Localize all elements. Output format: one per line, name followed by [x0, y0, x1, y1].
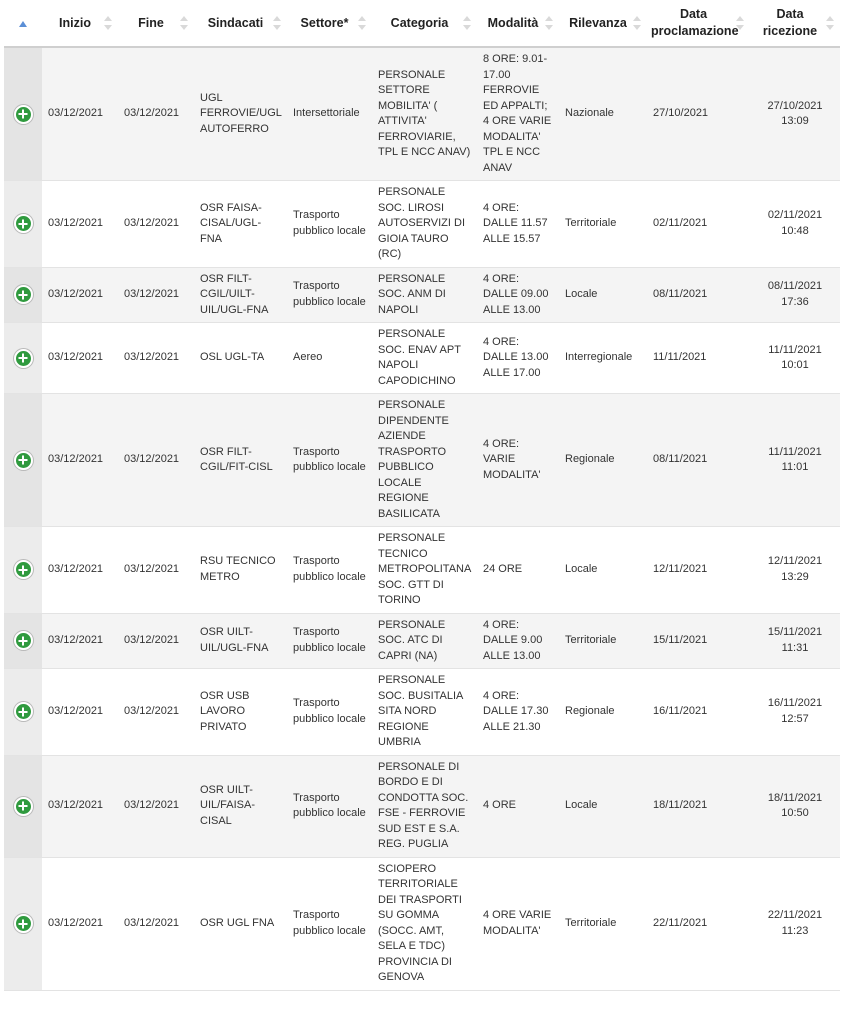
cell-sindacati: OSR UILT-UIL/FAISA-CISAL	[194, 755, 287, 857]
expand-row-icon[interactable]	[14, 349, 33, 368]
col-header-fine[interactable]: Fine	[118, 0, 194, 47]
cell-inizio: 03/12/2021	[42, 755, 118, 857]
cell-modalita: 4 ORE: DALLE 9.00 ALLE 13.00	[477, 613, 559, 669]
cell-fine: 03/12/2021	[118, 755, 194, 857]
row-expand-cell	[4, 323, 42, 394]
cell-settore: Trasporto pubblico locale	[287, 394, 372, 527]
expand-row-icon[interactable]	[14, 631, 33, 650]
cell-data-proclamazione: 02/11/2021	[647, 181, 750, 268]
expand-row-icon[interactable]	[14, 105, 33, 124]
cell-modalita: 8 ORE: 9.01-17.00 FERROVIE ED APPALTI; 4 ORE VARIE MODALITA' TPL E NCC ANAV	[477, 47, 559, 181]
cell-fine: 03/12/2021	[118, 669, 194, 756]
cell-inizio: 03/12/2021	[42, 857, 118, 990]
cell-modalita: 4 ORE VARIE MODALITA'	[477, 857, 559, 990]
expand-row-icon[interactable]	[14, 702, 33, 721]
table-row	[4, 755, 840, 857]
cell-inizio: 03/12/2021	[42, 323, 118, 394]
cell-settore: Intersettoriale	[287, 47, 372, 181]
cell-rilevanza: Territoriale	[559, 181, 647, 268]
table-header-row	[4, 0, 840, 47]
cell-fine: 03/12/2021	[118, 857, 194, 990]
col-header-data-ricezione[interactable]: Data ricezione	[750, 0, 840, 47]
cell-inizio: 03/12/2021	[42, 267, 118, 323]
cell-data-proclamazione: 22/11/2021	[647, 857, 750, 990]
cell-data-ricezione: 08/11/2021 17:36	[750, 267, 840, 323]
cell-sindacati: OSR USB LAVORO PRIVATO	[194, 669, 287, 756]
cell-sindacati: OSR UILT-UIL/UGL-FNA	[194, 613, 287, 669]
cell-categoria: PERSONALE SOC. BUSITALIA SITA NORD REGIONE UMBRIA	[372, 669, 477, 756]
cell-modalita: 4 ORE: DALLE 11.57 ALLE 15.57	[477, 181, 559, 268]
cell-fine: 03/12/2021	[118, 394, 194, 527]
cell-inizio: 03/12/2021	[42, 181, 118, 268]
col-header-rilevanza[interactable]: Rilevanza	[559, 0, 647, 47]
cell-data-proclamazione: 16/11/2021	[647, 669, 750, 756]
cell-categoria: PERSONALE SETTORE MOBILITA' ( ATTIVITA' FERROVIARIE, TPL E NCC ANAV)	[372, 47, 477, 181]
cell-sindacati: OSL UGL-TA	[194, 323, 287, 394]
cell-rilevanza: Nazionale	[559, 47, 647, 181]
cell-data-proclamazione: 08/11/2021	[647, 394, 750, 527]
row-expand-cell	[4, 527, 42, 614]
table-row	[4, 267, 840, 323]
sort-icon	[180, 16, 188, 30]
cell-categoria: PERSONALE DI BORDO E DI CONDOTTA SOC. FSE - FERROVIE SUD EST E S.A. REG. PUGLIA	[372, 755, 477, 857]
table-row	[4, 857, 840, 990]
cell-modalita: 4 ORE: DALLE 17.30 ALLE 21.30	[477, 669, 559, 756]
cell-data-ricezione: 22/11/2021 11:23	[750, 857, 840, 990]
table-row	[4, 47, 840, 181]
cell-modalita: 4 ORE	[477, 755, 559, 857]
col-header-settore[interactable]: Settore*	[287, 0, 372, 47]
cell-sindacati: OSR FILT-CGIL/UILT-UIL/UGL-FNA	[194, 267, 287, 323]
cell-data-proclamazione: 18/11/2021	[647, 755, 750, 857]
col-header-data-proclamazione[interactable]: Data proclamazione	[647, 0, 750, 47]
cell-inizio: 03/12/2021	[42, 613, 118, 669]
cell-settore: Trasporto pubblico locale	[287, 181, 372, 268]
cell-categoria: PERSONALE DIPENDENTE AZIENDE TRASPORTO PUBBLICO LOCALE REGIONE BASILICATA	[372, 394, 477, 527]
row-expand-cell	[4, 394, 42, 527]
cell-rilevanza: Regionale	[559, 669, 647, 756]
sort-icon	[545, 16, 553, 30]
row-expand-cell	[4, 181, 42, 268]
cell-sindacati: RSU TECNICO METRO	[194, 527, 287, 614]
sort-asc-icon	[19, 21, 27, 27]
cell-inizio: 03/12/2021	[42, 47, 118, 181]
sort-indicator-header[interactable]	[4, 0, 42, 47]
cell-categoria: PERSONALE SOC. ANM DI NAPOLI	[372, 267, 477, 323]
sort-icon	[104, 16, 112, 30]
table-body	[4, 47, 840, 990]
cell-settore: Trasporto pubblico locale	[287, 267, 372, 323]
col-header-inizio[interactable]: Inizio	[42, 0, 118, 47]
cell-modalita: 4 ORE: DALLE 13.00 ALLE 17.00	[477, 323, 559, 394]
cell-fine: 03/12/2021	[118, 267, 194, 323]
cell-sindacati: OSR UGL FNA	[194, 857, 287, 990]
cell-categoria: PERSONALE SOC. LIROSI AUTOSERVIZI DI GIOIA TAURO (RC)	[372, 181, 477, 268]
strikes-table	[4, 0, 840, 991]
col-header-categoria[interactable]: Categoria	[372, 0, 477, 47]
cell-sindacati: OSR FAISA-CISAL/UGL-FNA	[194, 181, 287, 268]
sort-icon	[633, 16, 641, 30]
cell-sindacati: OSR FILT-CGIL/FIT-CISL	[194, 394, 287, 527]
cell-fine: 03/12/2021	[118, 47, 194, 181]
cell-data-proclamazione: 12/11/2021	[647, 527, 750, 614]
cell-settore: Trasporto pubblico locale	[287, 527, 372, 614]
cell-rilevanza: Territoriale	[559, 613, 647, 669]
row-expand-cell	[4, 613, 42, 669]
cell-categoria: PERSONALE SOC. ENAV APT NAPOLI CAPODICHINO	[372, 323, 477, 394]
cell-modalita: 4 ORE: VARIE MODALITA'	[477, 394, 559, 527]
cell-categoria: PERSONALE SOC. ATC DI CAPRI (NA)	[372, 613, 477, 669]
cell-data-proclamazione: 27/10/2021	[647, 47, 750, 181]
cell-rilevanza: Territoriale	[559, 857, 647, 990]
cell-fine: 03/12/2021	[118, 527, 194, 614]
cell-data-proclamazione: 11/11/2021	[647, 323, 750, 394]
sort-icon	[736, 16, 744, 30]
table-row	[4, 613, 840, 669]
cell-inizio: 03/12/2021	[42, 394, 118, 527]
cell-fine: 03/12/2021	[118, 181, 194, 268]
cell-settore: Aereo	[287, 323, 372, 394]
expand-row-icon[interactable]	[14, 797, 33, 816]
cell-modalita: 24 ORE	[477, 527, 559, 614]
cell-data-proclamazione: 15/11/2021	[647, 613, 750, 669]
cell-data-ricezione: 18/11/2021 10:50	[750, 755, 840, 857]
cell-data-ricezione: 12/11/2021 13:29	[750, 527, 840, 614]
expand-row-icon[interactable]	[14, 285, 33, 304]
expand-row-icon[interactable]	[14, 560, 33, 579]
expand-row-icon[interactable]	[14, 914, 33, 933]
cell-categoria: PERSONALE TECNICO METROPOLITANA SOC. GTT DI TORINO	[372, 527, 477, 614]
sort-icon	[463, 16, 471, 30]
row-expand-cell	[4, 267, 42, 323]
cell-inizio: 03/12/2021	[42, 669, 118, 756]
cell-data-proclamazione: 08/11/2021	[647, 267, 750, 323]
table-row	[4, 181, 840, 268]
row-expand-cell	[4, 669, 42, 756]
cell-data-ricezione: 11/11/2021 11:01	[750, 394, 840, 527]
cell-categoria: SCIOPERO TERRITORIALE DEI TRASPORTI SU GOMMA (SOCC. AMT, SELA E TDC) PROVINCIA DI GENOVA	[372, 857, 477, 990]
cell-rilevanza: Regionale	[559, 394, 647, 527]
cell-settore: Trasporto pubblico locale	[287, 755, 372, 857]
cell-data-ricezione: 16/11/2021 12:57	[750, 669, 840, 756]
cell-rilevanza: Locale	[559, 755, 647, 857]
expand-row-icon[interactable]	[14, 214, 33, 233]
cell-data-ricezione: 11/11/2021 10:01	[750, 323, 840, 394]
table-row	[4, 669, 840, 756]
cell-inizio: 03/12/2021	[42, 527, 118, 614]
cell-settore: Trasporto pubblico locale	[287, 613, 372, 669]
cell-modalita: 4 ORE: DALLE 09.00 ALLE 13.00	[477, 267, 559, 323]
cell-rilevanza: Locale	[559, 527, 647, 614]
cell-data-ricezione: 27/10/2021 13:09	[750, 47, 840, 181]
cell-settore: Trasporto pubblico locale	[287, 669, 372, 756]
expand-row-icon[interactable]	[14, 451, 33, 470]
sort-icon	[273, 16, 281, 30]
col-header-modalita[interactable]: Modalità	[477, 0, 559, 47]
cell-fine: 03/12/2021	[118, 613, 194, 669]
col-header-sindacati[interactable]: Sindacati	[194, 0, 287, 47]
cell-settore: Trasporto pubblico locale	[287, 857, 372, 990]
row-expand-cell	[4, 47, 42, 181]
table-row	[4, 323, 840, 394]
row-expand-cell	[4, 857, 42, 990]
sort-icon	[358, 16, 366, 30]
table-row	[4, 394, 840, 527]
cell-data-ricezione: 15/11/2021 11:31	[750, 613, 840, 669]
row-expand-cell	[4, 755, 42, 857]
cell-rilevanza: Locale	[559, 267, 647, 323]
sort-icon	[826, 16, 834, 30]
cell-data-ricezione: 02/11/2021 10:48	[750, 181, 840, 268]
table-row	[4, 527, 840, 614]
cell-rilevanza: Interregionale	[559, 323, 647, 394]
cell-sindacati: UGL FERROVIE/UGL AUTOFERRO	[194, 47, 287, 181]
cell-fine: 03/12/2021	[118, 323, 194, 394]
